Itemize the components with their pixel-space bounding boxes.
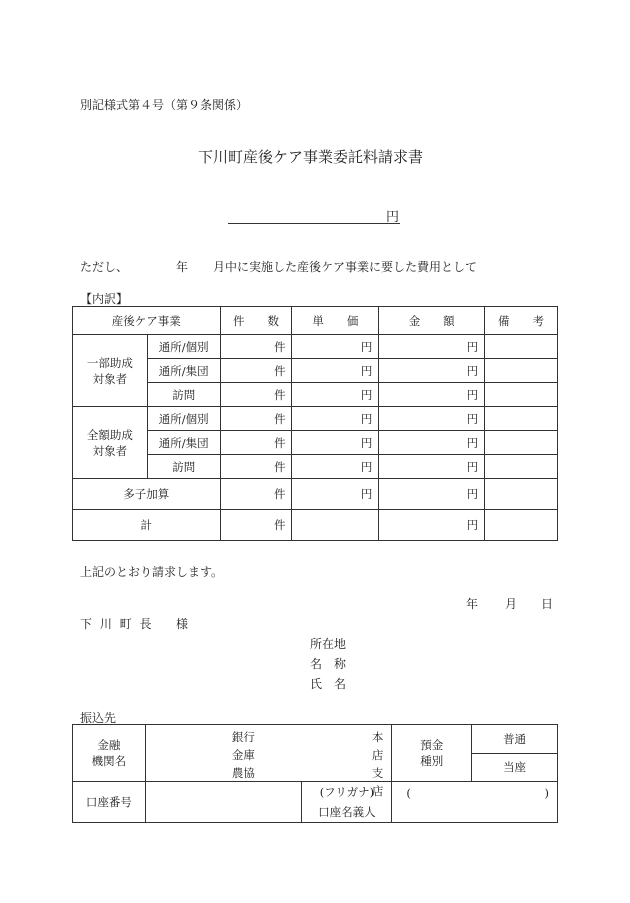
count-unit: 件 [220, 455, 292, 479]
price-unit: 円 [292, 383, 379, 407]
transfer-row [73, 725, 558, 754]
breakdown-label: 【内訳】 [80, 292, 129, 306]
total-row [73, 510, 558, 541]
group-full-line2: 対象者 [92, 443, 128, 458]
service-type: 訪問 [147, 455, 220, 479]
remarks-cell [485, 510, 558, 541]
service-type: 通所/個別 [147, 407, 220, 431]
institution-label [73, 725, 146, 782]
paren-close: ) [544, 786, 549, 800]
holder-field[interactable] [392, 782, 558, 823]
amount-unit-cell: 円 [379, 431, 485, 455]
table-row [73, 407, 558, 431]
count-unit: 件 [220, 335, 292, 359]
table-header-row [73, 307, 558, 335]
deposit-line1: 預金 [420, 738, 444, 752]
transfer-label: 振込先 [80, 711, 117, 725]
company-name-label: 名 称 [310, 657, 347, 671]
price-unit: 円 [292, 455, 379, 479]
remarks-cell [485, 455, 558, 479]
account-number-field[interactable] [145, 782, 302, 823]
document-title: 下川町産後ケア事業委託料請求書 [198, 148, 424, 166]
amount-unit-cell: 円 [379, 359, 485, 383]
account-number-label: 口座番号 [73, 782, 146, 823]
remarks-cell [485, 335, 558, 359]
branch-type: 支店 [371, 766, 384, 798]
deposit-type-ordinary[interactable]: 普通 [472, 725, 558, 754]
total-label: 計 [73, 510, 221, 541]
bank-type: 金庫 [231, 748, 255, 762]
branch-type: 本店 [371, 730, 384, 762]
bank-type: 農協 [231, 766, 255, 780]
amount-unit-cell: 円 [379, 455, 485, 479]
remarks-cell [485, 407, 558, 431]
amount-unit: 円 [386, 210, 400, 225]
bank-type: 銀行 [231, 730, 255, 744]
group-partial-line1: 一部助成 [86, 355, 133, 370]
header-service: 産後ケア事業 [73, 307, 221, 335]
amount-unit-cell: 円 [379, 407, 485, 431]
breakdown-table [72, 306, 558, 541]
amount-underline [228, 222, 400, 224]
request-statement: 上記のとおり請求します。 [80, 565, 224, 579]
price-unit: 円 [292, 431, 379, 455]
group-full-line1: 全額助成 [86, 427, 133, 442]
service-type: 通所/集団 [147, 431, 220, 455]
address-label: 所在地 [310, 637, 347, 651]
count-unit: 件 [220, 479, 292, 510]
date-month: 月 [505, 597, 518, 611]
amount-unit-cell: 円 [379, 335, 485, 359]
amount-unit-cell: 円 [379, 479, 485, 510]
price-empty [292, 510, 379, 541]
purpose-text: 月中に実施した産後ケア事業に要した費用として [213, 260, 478, 274]
multi-child-label: 多子加算 [73, 479, 221, 510]
count-unit: 件 [220, 407, 292, 431]
group-partial [73, 335, 148, 407]
header-amount: 金 額 [379, 307, 485, 335]
deposit-type-current[interactable]: 当座 [472, 753, 558, 782]
service-type: 訪問 [147, 383, 220, 407]
deposit-label [392, 725, 472, 782]
deposit-line2: 種別 [420, 754, 444, 768]
amount-unit-cell: 円 [379, 383, 485, 407]
count-unit: 件 [220, 510, 292, 541]
remarks-cell [485, 383, 558, 407]
count-unit: 件 [220, 431, 292, 455]
price-unit: 円 [292, 479, 379, 510]
institution-line1: 金融 [97, 738, 121, 752]
table-row [73, 335, 558, 359]
date-year: 年 [466, 597, 479, 611]
remarks-cell [485, 431, 558, 455]
institution-line2: 機関名 [91, 754, 127, 768]
price-unit: 円 [292, 359, 379, 383]
paren-open: ( [406, 786, 411, 800]
service-type: 通所/集団 [147, 359, 220, 383]
multi-child-row [73, 479, 558, 510]
amount-unit-cell: 円 [379, 510, 485, 541]
purpose-prefix: ただし、 [80, 260, 129, 274]
header-unit-price: 単 価 [292, 307, 379, 335]
count-unit: 件 [220, 359, 292, 383]
price-unit: 円 [292, 335, 379, 359]
addressee: 下 川 町 長 [80, 617, 152, 631]
honorific: 様 [176, 617, 189, 631]
header-remarks: 備 考 [485, 307, 558, 335]
count-unit: 件 [220, 383, 292, 407]
remarks-cell [485, 359, 558, 383]
branch-type-list [372, 728, 391, 800]
holder-label: 口座名義人 [318, 805, 376, 819]
form-number: 別記様式第４号（第９条関係） [80, 98, 249, 112]
transfer-row [73, 782, 558, 823]
price-unit: 円 [292, 407, 379, 431]
remarks-cell [485, 479, 558, 510]
bank-type-list [232, 728, 255, 782]
service-type: 通所/個別 [147, 335, 220, 359]
furigana-label: (フリガナ) [319, 785, 375, 799]
purpose-year: 年 [176, 260, 189, 274]
date-day: 日 [541, 597, 554, 611]
group-partial-line2: 対象者 [92, 371, 128, 386]
group-full [73, 407, 148, 479]
header-count: 件 数 [220, 307, 292, 335]
person-name-label: 氏 名 [310, 677, 347, 691]
transfer-table [72, 724, 558, 823]
